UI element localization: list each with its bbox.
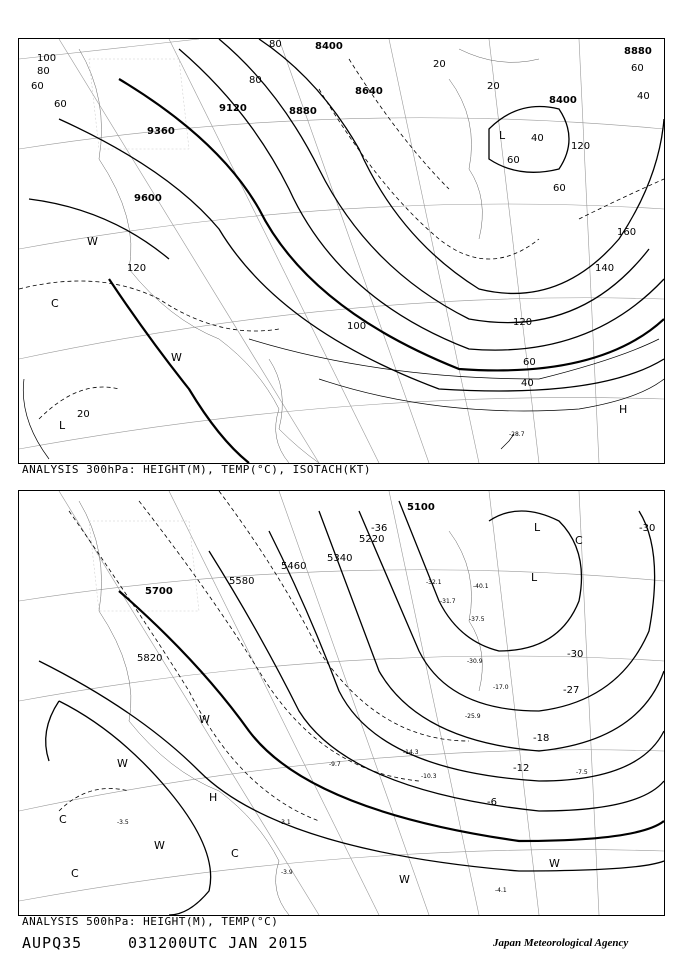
isotach-label: 160 (617, 227, 637, 238)
isotach-label: 40 (521, 378, 534, 389)
isotach-label: 20 (433, 59, 446, 70)
station-value: -17.0 (493, 684, 509, 691)
station-value: -32.1 (426, 579, 442, 586)
system-marker: C (231, 847, 239, 860)
isotach-label: 20 (77, 409, 90, 420)
station-value: -9.7 (329, 761, 341, 768)
isotach-label: 40 (637, 91, 650, 102)
system-marker: W (117, 757, 128, 770)
station-value: -10.3 (421, 773, 437, 780)
temperature-label: -36 (371, 523, 388, 534)
station-value: -3.1 (279, 819, 291, 826)
height-label: 5100 (407, 502, 435, 513)
map-300hpa (19, 39, 664, 463)
system-marker: L (534, 521, 541, 534)
agency-name: Japan Meteorological Agency (493, 937, 629, 949)
system-marker: H (619, 403, 628, 416)
temperature-contours (59, 491, 469, 821)
isotach-label: 80 (37, 66, 50, 77)
station-value: -30.9 (467, 658, 483, 665)
station-value: -14.3 (403, 749, 419, 756)
height-label: 8880 (624, 46, 652, 57)
isotach-label: 100 (347, 321, 367, 332)
isotach-label: 120 (127, 263, 147, 274)
panel-caption-300hpa: ANALYSIS 300hPa: HEIGHT(M), TEMP(°C), ISOTACH(KT) (22, 463, 372, 476)
isotach-label: 100 (37, 53, 57, 64)
height-label: 8400 (549, 95, 577, 106)
system-marker: W (154, 839, 165, 852)
height-label: 9120 (219, 103, 247, 114)
height-label: 9360 (147, 126, 175, 137)
temperature-label: -30 (639, 523, 656, 534)
height-label: 5460 (281, 561, 307, 572)
height-label: 5820 (137, 653, 163, 664)
station-value: -37.5 (469, 616, 485, 623)
system-marker: W (171, 351, 182, 364)
station-value: -40.1 (473, 583, 489, 590)
isotach-label: 60 (631, 63, 644, 74)
temperature-label: -6 (487, 797, 497, 808)
temperature-label: -18 (533, 733, 550, 744)
isotach-label: 60 (523, 357, 536, 368)
isotach-label: 120 (571, 141, 591, 152)
station-value: -25.9 (465, 713, 481, 720)
height-label: 8400 (315, 41, 343, 52)
temperature-label: -28.7 (509, 431, 525, 438)
temperature-label: -30 (567, 649, 584, 660)
station-value: -31.7 (440, 598, 456, 605)
valid-time: 031200UTC JAN 2015 (128, 934, 309, 952)
temperature-labels (501, 431, 525, 449)
station-value: -4.1 (495, 887, 507, 894)
temperature-label: -27 (563, 685, 580, 696)
system-marker: H (209, 791, 218, 804)
isotach-label: 60 (553, 183, 566, 194)
system-marker: W (399, 873, 410, 886)
height-label: 5580 (229, 576, 255, 587)
system-marker: L (531, 571, 538, 584)
system-marker: C (71, 867, 79, 880)
isotach-label: 80 (269, 39, 282, 50)
pressure-systems (51, 129, 627, 432)
isotach-label: 140 (595, 263, 615, 274)
height-label: 8880 (289, 106, 317, 117)
height-label: 8640 (355, 86, 383, 97)
map-panel-500hpa (18, 490, 665, 916)
height-label: 5220 (359, 534, 385, 545)
system-marker: C (59, 813, 67, 826)
panel-caption-500hpa: ANALYSIS 500hPa: HEIGHT(M), TEMP(°C) (22, 915, 279, 928)
height-label: 5340 (327, 553, 353, 564)
system-marker: W (199, 713, 210, 726)
map-panel-300hpa (18, 38, 665, 464)
system-marker: W (549, 857, 560, 870)
temperature-label: -12 (513, 763, 530, 774)
system-marker: W (87, 235, 98, 248)
isotach-label: 40 (531, 133, 544, 144)
height-label: 5700 (145, 586, 173, 597)
temperature-labels (371, 523, 655, 808)
isotach-label: 20 (487, 81, 500, 92)
isotach-label: 120 (513, 317, 533, 328)
station-value: -7.5 (576, 769, 588, 776)
station-value: -3.5 (117, 819, 129, 826)
isotach-label: 60 (507, 155, 520, 166)
pressure-systems (59, 521, 583, 886)
map-500hpa (19, 491, 664, 915)
chart-code: AUPQ35 (22, 934, 83, 952)
system-marker: L (499, 129, 506, 142)
height-label: 9600 (134, 193, 162, 204)
system-marker: L (59, 419, 66, 432)
isotach-label: 60 (54, 99, 67, 110)
system-marker: C (575, 534, 583, 547)
isotach-contours (23, 339, 664, 459)
system-marker: C (51, 297, 59, 310)
station-value: -3.9 (281, 869, 293, 876)
isotach-label: 80 (249, 75, 262, 86)
isotach-label: 60 (31, 81, 44, 92)
station-values (117, 579, 588, 894)
